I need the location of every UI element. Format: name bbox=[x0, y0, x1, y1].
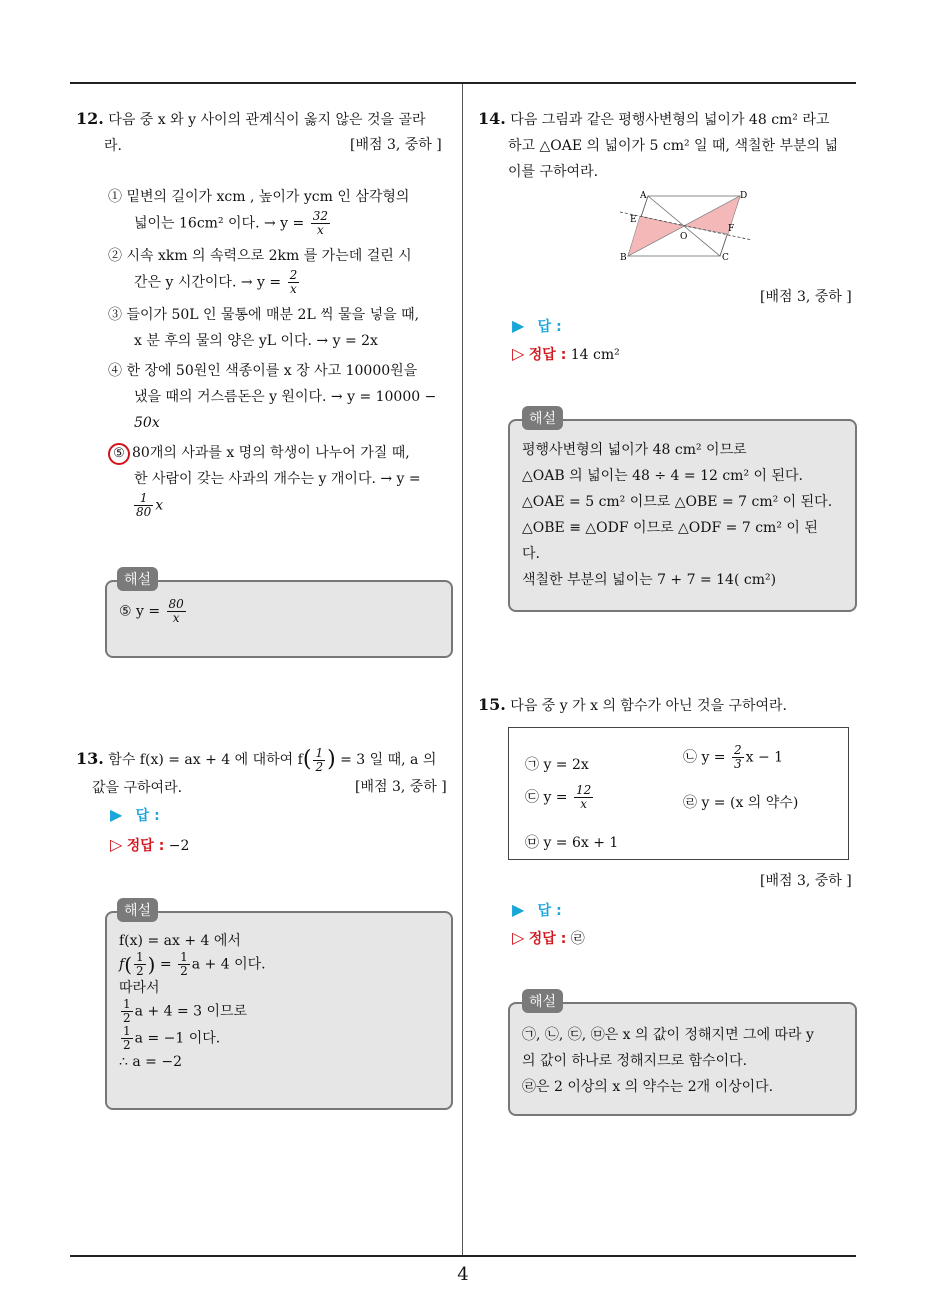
option-4[interactable] bbox=[108, 358, 453, 436]
bottom-rule bbox=[70, 1255, 856, 1257]
fraction: $\frac{32}{x}$ bbox=[312, 209, 328, 237]
q13-answer-line[interactable] bbox=[110, 805, 160, 825]
answer-arrow-icon: ▶ bbox=[110, 805, 123, 824]
explanation-text: 평행사변형의 넓이가 48 cm² 이므로 bbox=[522, 442, 747, 458]
selected-answer-circle: ⑤ bbox=[108, 443, 130, 465]
option-text: 넓이는 16cm² 이다. → y = bbox=[134, 215, 305, 232]
option-text: 간은 y 시간이다. → y = bbox=[134, 274, 282, 291]
fraction: $\frac{1}{80}$ bbox=[136, 491, 152, 519]
page-number: 4 bbox=[457, 1264, 469, 1285]
correct-triangle-icon: ▷ bbox=[512, 344, 525, 363]
explanation-tab: 해설 bbox=[522, 989, 563, 1013]
explanation-text: $\frac{1}{2}$ a + 4 = 3 이므로 bbox=[123, 997, 248, 1025]
question-stem-cont: 라. bbox=[104, 138, 122, 154]
explanation-text: △OBE ≡ △ODF 이므로 △ODF = 7 cm² 이 된 bbox=[522, 520, 818, 536]
option-text: 들이가 50L 인 물통에 매분 2L 씩 물을 넣을 때, bbox=[126, 307, 420, 323]
explanation-text: ∴ a = −2 bbox=[119, 1054, 182, 1070]
option-mark: ④ bbox=[108, 363, 122, 379]
explanation-text: △OAB 의 넓이는 48 ÷ 4 = 12 cm² 이 된다. bbox=[522, 468, 803, 484]
explanation-text: f( $\frac{1}{2}$ ) = $\frac{1}{2}$ a + 4 이다. bbox=[119, 950, 266, 978]
answer-label: 답 : bbox=[537, 903, 562, 919]
option-mark: ③ bbox=[108, 307, 122, 323]
label-C: C bbox=[722, 253, 729, 263]
question-stem: 다음 중 y 가 x 의 함수가 아닌 것을 구하여라. bbox=[510, 698, 787, 714]
choice-4[interactable]: ㉣ y = (x 의 약수) bbox=[683, 795, 799, 811]
label-F: F bbox=[728, 224, 735, 234]
correct-value: 14 cm² bbox=[570, 347, 620, 363]
question-stem-cont: 이를 구하여라. bbox=[508, 164, 599, 180]
question-number: 13. bbox=[76, 749, 104, 768]
explanation-tab: 해설 bbox=[522, 406, 563, 430]
question-stem: = 3 일 때, a 의 bbox=[340, 752, 437, 768]
choice-2[interactable]: ㉡ y = $\frac{2}{3}$ x − 1 bbox=[683, 743, 784, 771]
explanation-text: ⑤ y = bbox=[119, 603, 161, 620]
explanation-text: ㉠, ㉡, ㉢, ㉤은 x 의 값이 정해지면 그에 따라 y bbox=[522, 1027, 814, 1043]
option-text: 80개의 사과를 x 명의 학생이 나누어 가질 때, bbox=[132, 445, 410, 461]
q14-answer-line[interactable] bbox=[512, 316, 562, 336]
option-text: x 분 후의 물의 양은 yL 이다. → y = 2x bbox=[134, 333, 378, 349]
answer-label: 답 : bbox=[537, 319, 562, 335]
score-label: [배점 3, 중하 ] bbox=[760, 873, 852, 889]
option-text: 50x bbox=[134, 415, 160, 431]
correct-triangle-icon: ▷ bbox=[512, 928, 525, 947]
explanation-box-q13 bbox=[105, 911, 453, 1110]
question-stem: 함수 f(x) = ax + 4 에 대하여 f bbox=[108, 752, 303, 768]
q15-answer-line[interactable] bbox=[512, 900, 562, 920]
option-text: 냈을 때의 거스름돈은 y 원이다. → y = 10000 − bbox=[134, 389, 437, 405]
parallelogram-figure bbox=[612, 186, 762, 266]
correct-value: −2 bbox=[168, 838, 190, 854]
explanation-text: f(x) = ax + 4 에서 bbox=[119, 933, 241, 949]
label-E: E bbox=[630, 215, 637, 225]
question-stem: 다음 중 x 와 y 사이의 관계식이 옳지 않은 것을 골라 bbox=[108, 112, 426, 128]
question-number: 15. bbox=[478, 695, 506, 714]
q14-correct-line bbox=[512, 344, 620, 364]
answer-arrow-icon: ▶ bbox=[512, 316, 525, 335]
option-mark: ① bbox=[108, 189, 122, 205]
option-mark: ② bbox=[108, 248, 122, 264]
label-A: A bbox=[640, 191, 647, 201]
correct-triangle-icon: ▷ bbox=[110, 835, 123, 854]
answer-label: 답 : bbox=[135, 808, 160, 824]
question-stem: 다음 그림과 같은 평행사변형의 넓이가 48 cm² 라고 bbox=[510, 112, 830, 128]
choices-box bbox=[508, 727, 849, 860]
question-number: 12. bbox=[76, 109, 104, 128]
question-14 bbox=[478, 106, 858, 185]
explanation-text: △OAE = 5 cm² 이므로 △OBE = 7 cm² 이 된다. bbox=[522, 494, 833, 510]
label-B: B bbox=[620, 253, 627, 263]
explanation-tab: 해설 bbox=[117, 898, 158, 922]
question-stem-cont: 값을 구하여라. bbox=[92, 780, 183, 796]
question-stem-cont: 하고 △OAE 의 넓이가 5 cm² 일 때, 색칠한 부분의 넓 bbox=[508, 138, 839, 154]
correct-value: ㉣ bbox=[570, 931, 585, 947]
option-text: 한 장에 50원인 색종이를 x 장 사고 10000원을 bbox=[126, 363, 418, 379]
explanation-text: 따라서 bbox=[119, 980, 160, 996]
correct-label: 정답 : bbox=[126, 838, 165, 854]
q13-correct-line bbox=[110, 835, 189, 855]
column-divider bbox=[462, 84, 463, 1256]
choice-1[interactable]: ㉠ y = 2x bbox=[525, 757, 589, 773]
explanation-text: 의 값이 하나로 정해지므로 함수이다. bbox=[522, 1053, 748, 1069]
choice-5[interactable]: ㉤ y = 6x + 1 bbox=[525, 835, 619, 851]
score-label: [배점 3, 중하 ] bbox=[350, 137, 442, 153]
option-2[interactable] bbox=[108, 243, 453, 296]
option-text: 한 사람이 갖는 사과의 개수는 y 개이다. → y = bbox=[134, 471, 421, 487]
option-3[interactable] bbox=[108, 302, 453, 354]
explanation-box-q14 bbox=[508, 419, 857, 612]
top-rule bbox=[70, 82, 856, 84]
q12-options bbox=[108, 184, 453, 519]
correct-label: 정답 : bbox=[528, 347, 567, 363]
label-O: O bbox=[680, 232, 688, 242]
fraction: $\frac{1}{2}$ bbox=[315, 745, 324, 774]
option-text: 밑변의 길이가 xcm , 높이가 ycm 인 삼각형의 bbox=[126, 189, 410, 205]
explanation-text: 다. bbox=[522, 546, 540, 562]
question-15 bbox=[478, 692, 858, 719]
choice-3[interactable]: ㉢ y = $\frac{12}{x}$ bbox=[525, 783, 592, 811]
question-number: 14. bbox=[478, 109, 506, 128]
answer-arrow-icon: ▶ bbox=[512, 900, 525, 919]
explanation-text: 색칠한 부분의 넓이는 7 + 7 = 14( cm²) bbox=[522, 572, 777, 588]
q15-correct-line bbox=[512, 928, 585, 948]
option-text: 시속 xkm 의 속력으로 2km 를 가는데 걸린 시 bbox=[126, 248, 412, 264]
score-label: [배점 3, 중하 ] bbox=[760, 289, 852, 305]
explanation-tab: 해설 bbox=[117, 567, 158, 591]
label-D: D bbox=[740, 191, 748, 201]
explanation-text: $\frac{1}{2}$ a = −1 이다. bbox=[123, 1024, 221, 1052]
fraction: $\frac{80}{x}$ bbox=[168, 597, 184, 625]
explanation-text: ㉣은 2 이상의 x 의 약수는 2개 이상이다. bbox=[522, 1079, 774, 1095]
explanation-box-q15 bbox=[508, 1002, 857, 1116]
question-13: 13. 함수 f(x) = ax + 4 에 대하여 f( $\frac{1}{2}$ ) = 3 일 때, a 의 값을 구하여라. bbox=[76, 745, 437, 796]
explanation-box-q12 bbox=[105, 580, 453, 658]
option-5[interactable]: ⑤ 80개의 사과를 x 명의 학생이 나누어 가질 때, 한 사람이 갖는 사과의 개수는 y 개이다. → y = $\frac{1}{80}$ x bbox=[108, 440, 453, 519]
correct-label: 정답 : bbox=[528, 931, 567, 947]
fraction: $\frac{2}{x}$ bbox=[289, 268, 298, 296]
option-1[interactable] bbox=[108, 184, 453, 237]
score-label: [배점 3, 중하 ] bbox=[355, 779, 447, 795]
